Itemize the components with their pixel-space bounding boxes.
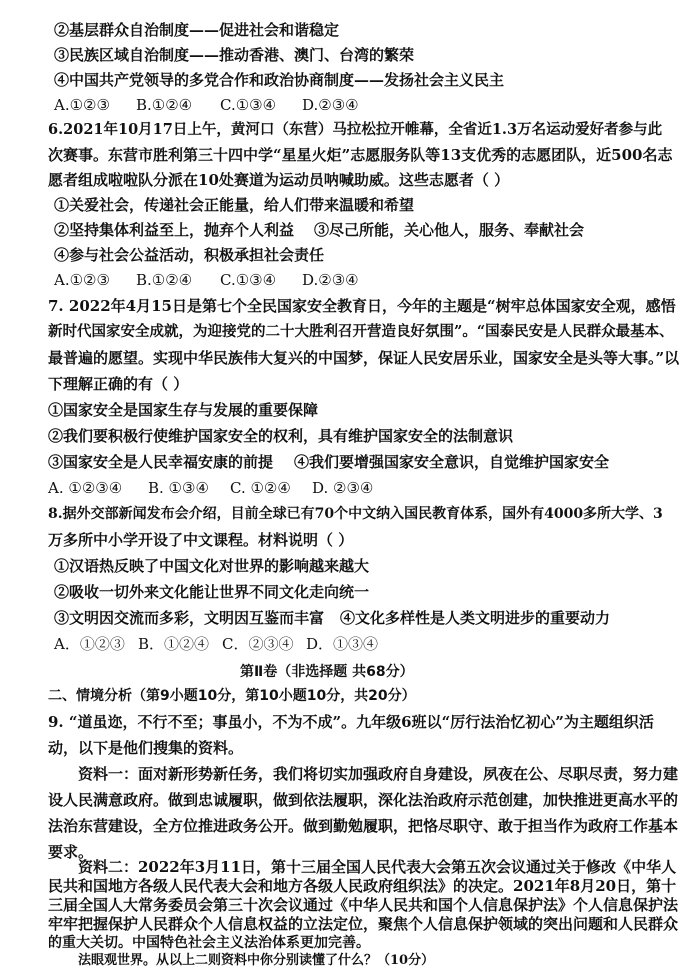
q9-material-1-line-3: 法治东营建设，全方位推进政务公开。做到勤勉履职，把恪尽职守、敢于担当作为政府工作基本 [48,817,679,835]
q9-material-1-line-2: 设人民满意政府。做到忠诚履职，做到依法履职，深化法治政府示范创建，加快推进更高水平的 [48,791,679,809]
q9-material-2-line-3: 三届全国人大常务委员会第三十次会议通过《中华人民共和国个人信息保护法》个人信息保护法 [48,896,679,914]
q7-option-d: D. ②③④ [312,479,374,497]
part-two-title: 第Ⅱ卷（非选择题 共68分） [240,664,414,680]
q6-option-a: A.①②③ [54,271,110,289]
q9-intro-line-2: 动，以下是他们搜集的资料。 [48,739,244,757]
q6-stem-line-3: 愿者组成啦啦队分派在10处赛道为运动员呐喊助威。这些志愿者（ ） [48,171,510,189]
q5-option-a: A.①②③ [54,96,110,114]
q6-stem-line-2: 次赛事。东营市胜利第三十四中学“星星火炬”志愿服务队等13支优秀的志愿团队，近500名志 [48,146,673,164]
q6-statement-4: ④参与社会公益活动，积极承担社会责任 [54,246,325,264]
q7-option-a: A. ①②③④ [48,479,123,497]
q6-option-d: D.②③④ [302,271,359,289]
q7-option-c: C. ①②④ [230,479,291,497]
q6-option-c: C.①③④ [220,271,277,289]
q8-option-c: C．②③④ [222,635,294,653]
q7-statement-2: ②我们要积极行使维护国家安全的权利，具有维护国家安全的法制意识 [48,427,514,445]
q8-statement-1: ①汉语热反映了中国文化对世界的影响越来越大 [54,557,370,575]
section-two-heading: 二、情境分析（第9小题10分，第10小题10分，共20分） [48,688,416,704]
q7-stem-line-4: 下理解正确的有（ ） [48,375,189,393]
q5-statement-4: ④中国共产党领导的多党合作和政治协商制度——发扬社会主义民主 [54,71,505,89]
q9-question: 法眼观世界。从以上二则资料中你分别读懂了什么？（10分） [78,953,435,968]
q9-material-2-line-1: 资料二：2022年3月11日，第十三届全国人民代表大会第五次会议通过关于修改《中华人 [78,858,677,876]
q8-statement-2: ②吸收一切外来文化能让世界不同文化走向统一 [54,583,370,601]
q5-statement-3: ③民族区域自治制度——推动香港、澳门、台湾的繁荣 [54,46,415,64]
q5-option-d: D.②③④ [302,96,359,114]
q6-stem-line-1: 6.2021年10月17日上午，黄河口（东营）马拉松拉开帷幕，全省近1.3万名运动爱好者参与此 [48,121,663,138]
q6-statement-3: ③尽己所能，关心他人，服务、奉献社会 [314,221,585,239]
q8-option-b: B．①②④ [138,635,210,653]
q7-stem-line-2: 新时代国家安全成就，为迎接党的二十大胜利召开营造良好氛围”。“国泰民安是人民群众最基本、 [48,323,674,340]
q8-statement-3: ③文明因交流而多彩，文明因互鉴而丰富 [54,609,325,627]
q8-option-a: A．①②③ [54,635,125,653]
q5-option-b: B.①②④ [136,96,193,114]
q9-material-2-line-4: 牢牢把握保护人民群众个人信息权益的立法定位，聚焦个人信息保护领域的突出问题和人民群众 [48,915,679,933]
q9-material-2-line-2: 民共和国地方各级人民代表大会和地方各级人民政府组织法》的决定。2021年8月20日，第十 [48,877,677,895]
q5-statement-2: ②基层群众自治制度——促进社会和谐稳定 [54,21,340,39]
q7-option-b: B. ①③④ [148,479,209,497]
q6-statement-1: ①关爱社会，传递社会正能量，给人们带来温暖和希望 [54,196,415,214]
q6-statement-2: ②坚持集体利益至上，抛弃个人利益 [54,221,295,239]
q7-statement-1: ①国家安全是国家生存与发展的重要保障 [48,401,319,419]
q7-stem-line-3: 最普遍的愿望。实现中华民族伟大复兴的中国梦，保证人民安居乐业，国家安全是头等大事。”以 [48,349,680,367]
q9-material-2-line-5: 的重大关切。中国特色社会主义法治体系更加完善。 [48,935,370,951]
q6-option-b: B.①②④ [136,271,193,289]
q9-intro-line-1: 9. “道虽迩，不行不至；事虽小，不为不成”。九年级6班以“厉行法治忆初心”为主题组织活 [48,713,654,731]
q9-material-1-line-4: 要求。 [48,843,94,861]
q7-stem-line-1: 7. 2022年4月15日是第七个全民国家安全教育日，今年的主题是“树牢总体国家安全观，感悟 [48,297,676,315]
q8-statement-4: ④文化多样性是人类文明进步的重要动力 [340,609,611,627]
q7-statement-3: ③国家安全是人民幸福安康的前提 [48,453,274,471]
q5-option-c: C.①③④ [220,96,277,114]
q8-option-d: D．①③④ [306,635,379,653]
q8-stem-line-1: 8.据外交部新闻发布会介绍，目前全球已有70个中文纳入国民教育体系，国外有4000多所大学、3 [48,506,663,522]
q9-material-1-line-1: 资料一：面对新形势新任务，我们将切实加强政府自身建设，夙夜在公、尽职尽责，努力建 [78,765,679,783]
q8-stem-line-2: 万多所中小学开设了中文课程。材料说明（ ） [48,531,354,549]
q7-statement-4: ④我们要增强国家安全意识，自觉维护国家安全 [294,453,610,471]
